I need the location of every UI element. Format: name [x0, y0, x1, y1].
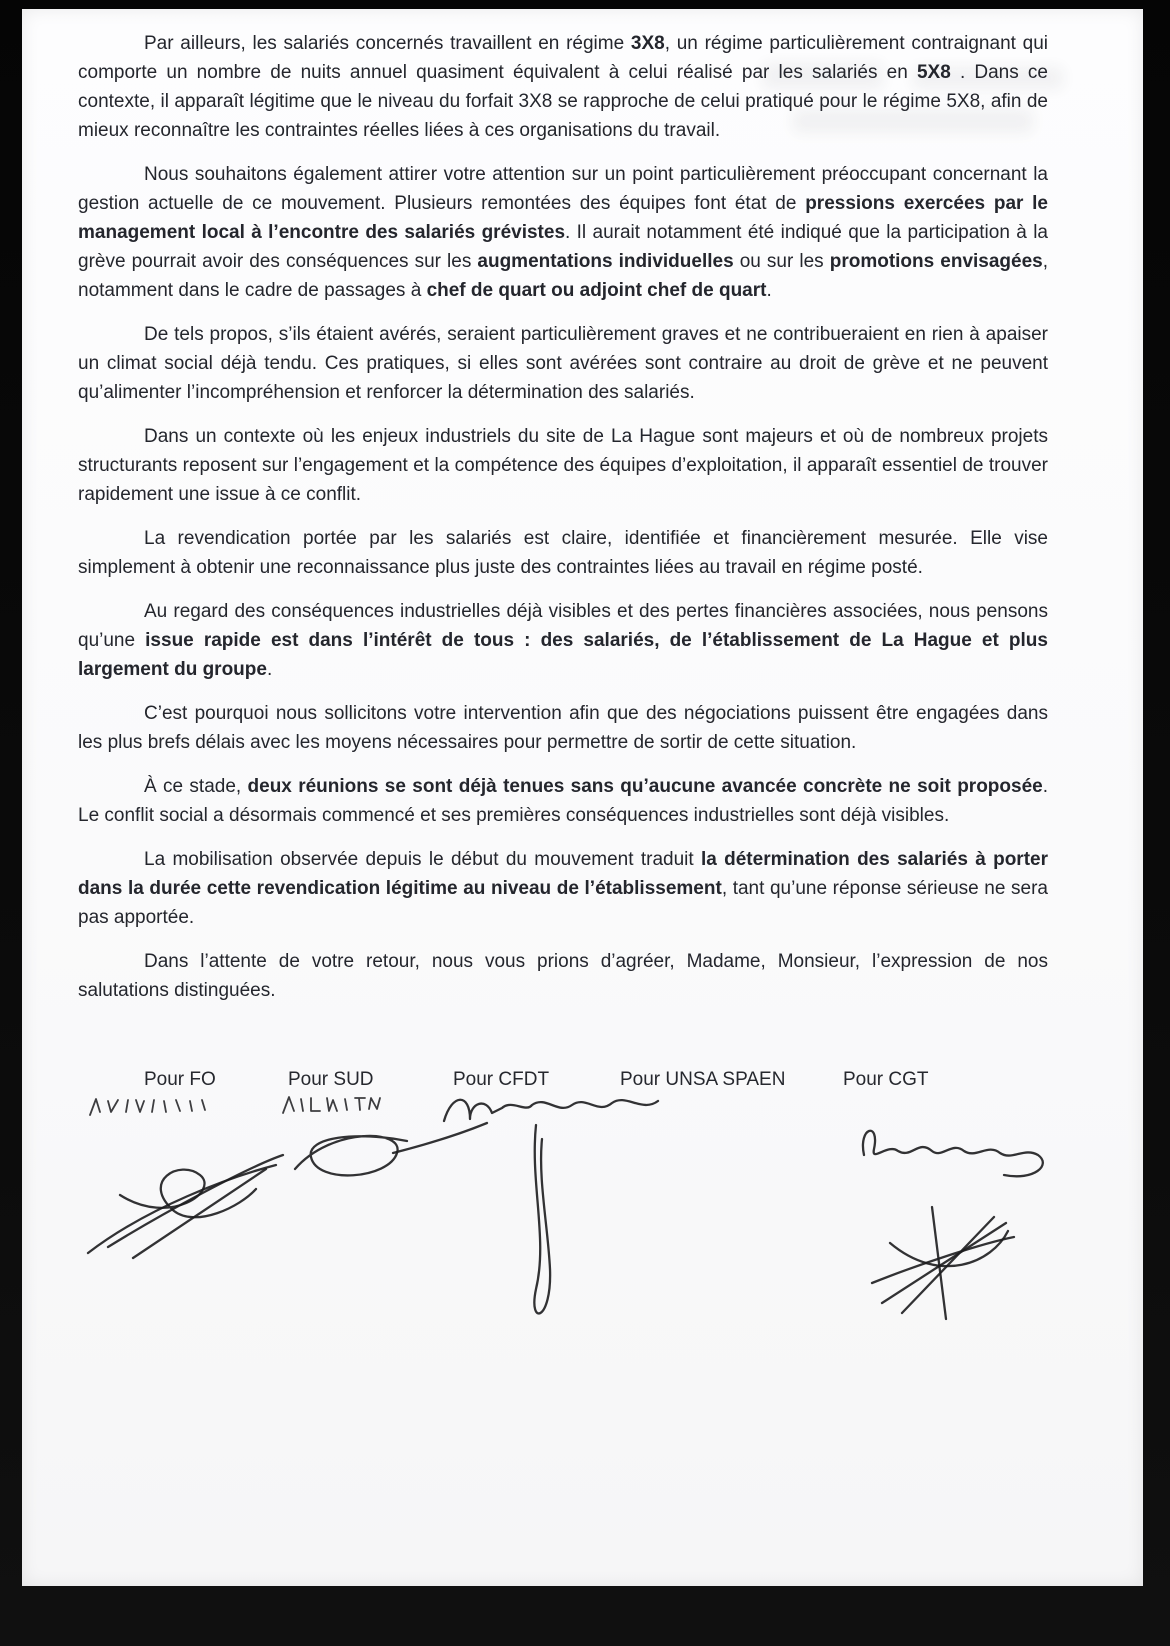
bold-text-run: pressions exercées par le management local à l’encontre des salariés grévistes — [78, 193, 1049, 243]
paragraph — [78, 597, 1048, 684]
text-run: Au regard des conséquences industrielles déjà visibles et des pertes financières associées, nous pensons qu’une — [78, 601, 1048, 651]
paragraph — [78, 947, 1048, 1005]
bold-text-run: 3X8 — [630, 33, 665, 54]
paragraph — [78, 699, 1048, 757]
signature-cfdt-icon — [430, 1087, 710, 1357]
text-run: . Il aurait notamment été indiqué que la participation à la grève pourrait avoir des conséquences sur les — [78, 222, 1048, 272]
text-run: , un régime particulièrement contraignant qui comporte un nombre de nuits annuel quasiment équivalent à celui réalisé par les salariés en — [78, 33, 1049, 83]
text-run: Par ailleurs, les salariés concernés travaillent en régime — [144, 33, 631, 54]
signature-cgt-icon — [838, 1111, 1078, 1351]
text-run: La revendication portée par les salariés est claire, identifiée et financièrement mesurée. Elle vise simplement à obtenir une reconnaissance plus juste des contraintes liées au travail en régime posté. — [78, 528, 1048, 578]
paragraph — [78, 772, 1048, 830]
bold-text-run: issue rapide est dans l’intérêt de tous : des salariés, de l’établissement de La Hague et plus largement du groupe — [78, 630, 1048, 680]
signature-label-unsa-spaen: Pour UNSA SPAEN — [620, 1069, 786, 1090]
signature-label-cfdt: Pour CFDT — [453, 1069, 550, 1090]
paragraph — [78, 160, 1048, 305]
text-run: . — [766, 280, 772, 301]
paragraph — [78, 524, 1048, 582]
text-run: De tels propos, s’ils étaient avérés, seraient particulièrement graves et ne contribueraient en rien à apaiser un climat social déjà tendu. Ces pratiques, si elles sont avérées sont contraire au droit de grève et ne peuvent qu’alimenter l’incompréhension et renforcer la détermination des salariés. — [78, 324, 1048, 403]
text-run: C’est pourquoi nous sollicitons votre intervention afin que des négociations puissent être engagées dans les plus brefs délais avec les moyens nécessaires pour permettre de sortir de cette situation. — [78, 703, 1048, 753]
paragraph — [78, 29, 1048, 145]
paragraph — [78, 320, 1048, 407]
bold-text-run: promotions envisagées — [829, 251, 1043, 272]
text-run: Dans un contexte où les enjeux industriels du site de La Hague sont majeurs et où de nombreux projets structurants reposent sur l’engagement et la compétence des équipes d’exploitation, il apparaît essentiel de trouver rapidement une issue à ce conflit. — [78, 426, 1048, 505]
paragraph — [78, 422, 1048, 509]
text-run: Nous souhaitons également attirer votre attention sur un point particulièrement préoccupant concernant la gestion actuelle de ce mouvement. Plusieurs remontées des équipes font état de — [78, 164, 1048, 214]
text-run: La mobilisation observée depuis le début du mouvement traduit — [144, 849, 701, 870]
text-run: . — [266, 659, 273, 680]
text-run: , tant qu’une réponse sérieuse ne sera pas apportée. — [78, 878, 1048, 928]
bold-text-run: 5X8 — [916, 62, 951, 83]
bold-text-run: augmentations individuelles — [477, 251, 734, 272]
bold-text-run: la détermination des salariés à porter dans la durée cette revendication légitime au niveau de l’établissement — [78, 849, 1048, 899]
signature-block — [78, 1069, 1048, 1379]
letter-body — [78, 29, 1048, 1005]
signature-label-sud: Pour SUD — [288, 1069, 374, 1090]
signature-label-fo: Pour FO — [144, 1069, 216, 1090]
text-run: Dans l’attente de votre retour, nous vous prions d’agréer, Madame, Monsieur, l’expression de nos salutations distinguées. — [78, 951, 1048, 1001]
bold-text-run: deux réunions se sont déjà tenues sans qu’aucune avancée concrète ne soit proposée — [247, 776, 1043, 797]
text-run: ou sur les — [733, 251, 830, 272]
signature-label-cgt: Pour CGT — [843, 1069, 929, 1090]
text-run: , notamment dans le cadre de passages à — [78, 251, 1049, 301]
bold-text-run: chef de quart ou adjoint chef de quart — [426, 280, 767, 301]
paragraph — [78, 845, 1048, 932]
text-run: . Dans ce contexte, il apparaît légitime que le niveau du forfait 3X8 se rapproche de celui pratiqué pour le régime 5X8, afin de mieux reconnaître les contraintes réelles liées à ces organisations du travail. — [78, 62, 1048, 141]
text-run: À ce stade, — [144, 776, 248, 797]
letter-content — [22, 9, 1143, 1586]
text-run: . Le conflit social a désormais commencé et ses premières conséquences industrielles sont déjà visibles. — [78, 776, 1048, 826]
letter-page — [22, 9, 1143, 1586]
